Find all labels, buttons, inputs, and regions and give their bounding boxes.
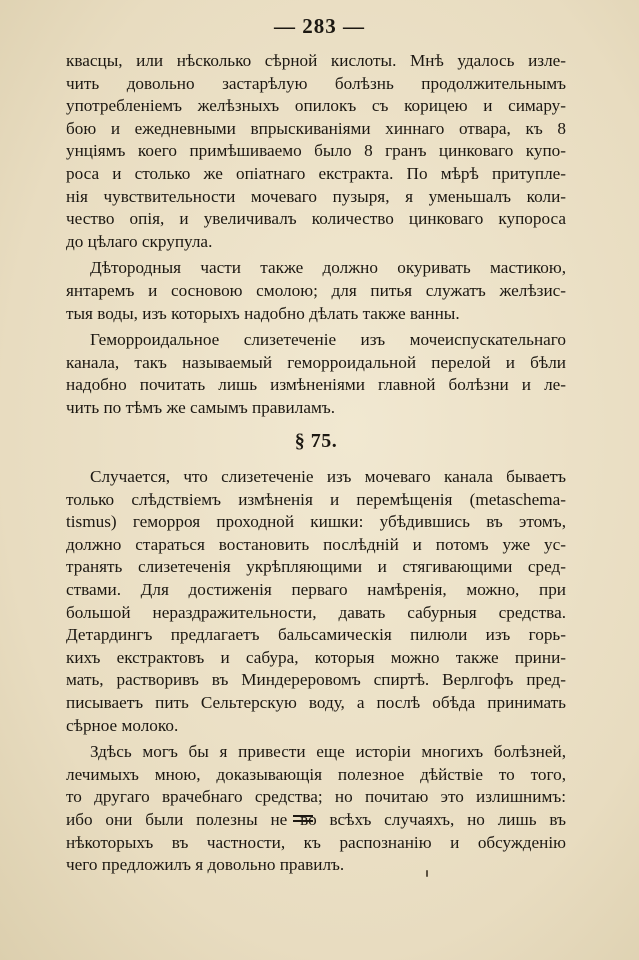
text-line: нія чувствительности мочеваго пузыря, я уменьшалъ коли- [66, 186, 566, 206]
section-heading: § 75. [294, 429, 338, 452]
text-line: квасцы, или нѣсколько сѣрной кислоты. Мнѣ удалось изле- [66, 51, 566, 70]
text-line: Случается, что слизетеченіе изъ мочеваго канала бываетъ [90, 467, 566, 487]
text-line: сѣрное молоко. [66, 715, 179, 735]
text-line: то другаго врачебнаго средства; но почитаю это излишнимъ: [66, 787, 566, 807]
text-line: ибо они были полезны не во всѣхъ случаяхъ, но лишь въ [66, 810, 566, 829]
text-line: транять слизетеченія укрѣпляющими и стягивающими сред- [66, 557, 566, 577]
text-line: писываетъ пить Сельтерскую воду, а послѣ обѣда принимать [66, 693, 566, 713]
body-text [66, 50, 566, 877]
text-line: Геморроидальное слизетеченіе изъ мочеиспускательнаго [90, 330, 566, 350]
text-line: нѣкоторыхъ въ частности, къ распознанію и обсужденію [66, 832, 566, 852]
text-line: тыя воды, изъ которыхъ надобно дѣлать также ванны. [66, 303, 460, 323]
text-line: только слѣдствіемъ измѣненія и перемѣщенія (metaschema- [66, 489, 566, 509]
text-part-1 [66, 50, 566, 420]
text-line: мать, растворивъ въ Миндереровомъ спиртѣ. Верлгофъ пред- [66, 670, 566, 690]
text-line: унціямъ коего примѣшиваемо было 8 гранъ цинковаго купо- [66, 141, 566, 161]
text-line: кихъ екстрактовъ и сабура, которыя можно также прини- [66, 647, 566, 667]
text-line: должно стараться востановить послѣдній и потомъ уже ус- [66, 534, 566, 554]
text-line: Детардингъ предлагаетъ бальсамическія пилюли изъ горь- [66, 625, 566, 645]
text-line: чить по тѣмъ же самымъ правиламъ. [66, 397, 336, 417]
text-line: Дѣтородныя части также должно окуривать мастикою, [90, 258, 566, 278]
text-line: роса и столько же опіатнаго екстракта. По мѣрѣ притупле- [66, 163, 566, 183]
text-line: tismus) геморроя проходной кишки: убѣдившись въ этомъ, [66, 512, 566, 532]
text-line: надобно почитать лишь измѣненіями главной болѣзни и ле- [66, 375, 566, 395]
paragraph [66, 329, 566, 419]
paragraph [66, 257, 566, 325]
paragraph [66, 741, 566, 877]
text-line: чество опія, и увеличивалъ количество цинковаго купороса [66, 209, 566, 229]
text-line: чего предложилъ я довольно правилъ. [66, 855, 345, 875]
text-line: большой нераздражительности, давать сабурныя средства. [66, 602, 566, 622]
paragraph [66, 50, 566, 253]
text-line: употребленіемъ желѣзныхъ опилокъ съ корицею и симару- [66, 96, 566, 116]
text-line: янтаремъ и сосновою смолою; для питья служатъ желѣзис- [66, 280, 566, 300]
paragraph [66, 466, 566, 737]
text-line: бою и ежедневными впрыскиваніями хиннаго отвара, къ 8 [66, 118, 566, 138]
text-line: до цѣлаго скрупула. [66, 231, 213, 251]
end-ornament [293, 815, 313, 822]
text-line: чить довольно застарѣлую болѣзнь продолжительнымъ [66, 73, 566, 93]
text-line: ствами. Для достиженія перваго намѣренія, можно, при [66, 580, 566, 600]
page-number: — 283 — [274, 14, 365, 38]
text-part-2 [66, 466, 566, 877]
text-line: лечимыхъ мною, доказывающія полезное дѣйствіе то того, [66, 764, 566, 784]
print-speck [426, 870, 428, 877]
text-line: канала, такъ называемый геморроидальной перелой и бѣли [66, 352, 566, 372]
text-line: Здѣсь могъ бы я привести еще исторіи многихъ болѣзней, [90, 742, 566, 762]
